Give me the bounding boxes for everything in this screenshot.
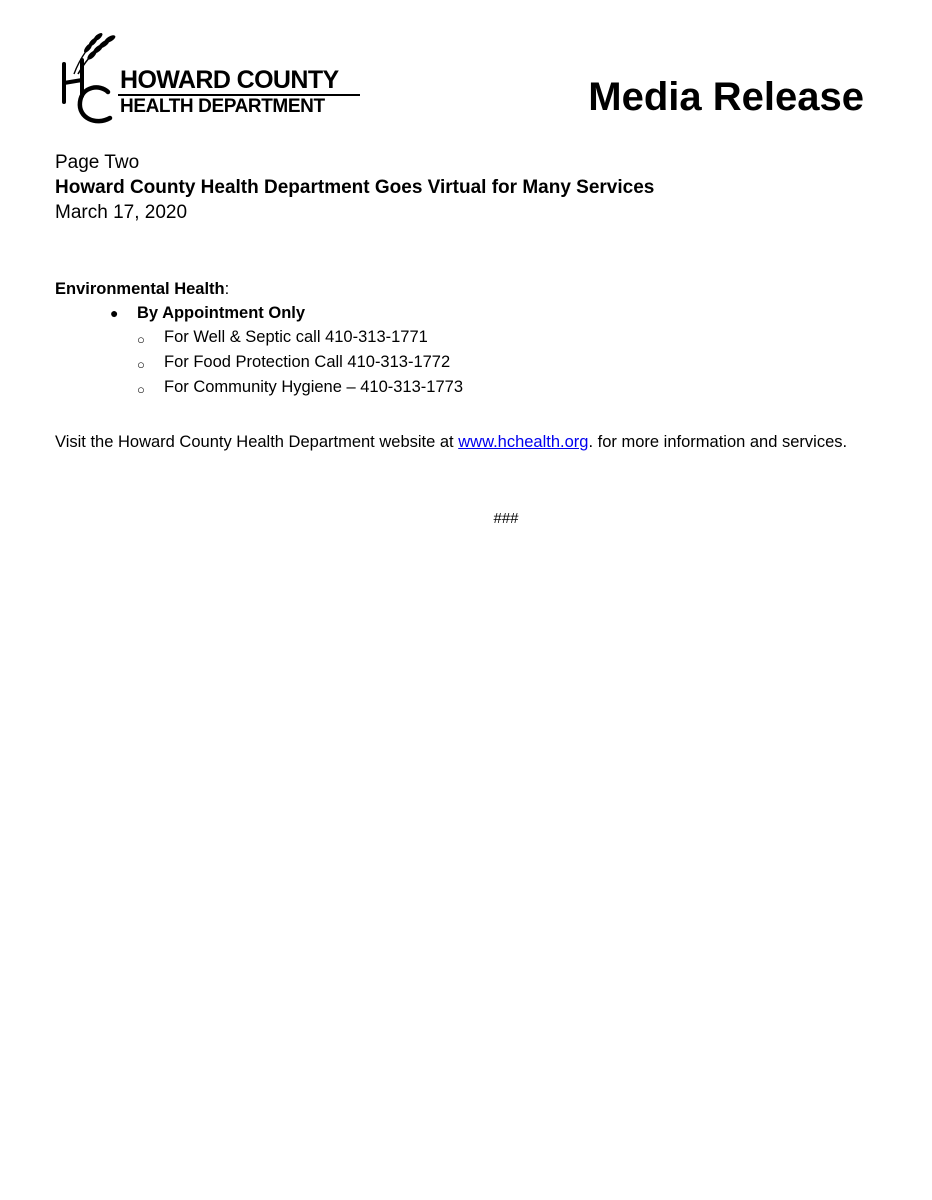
circle-bullet-icon: ○ <box>137 382 145 397</box>
hchd-logo <box>56 30 366 130</box>
bullet-label: By Appointment Only <box>137 304 306 322</box>
hc-monogram-wheat-icon <box>56 30 122 128</box>
circle-bullet-icon: ○ <box>137 332 145 347</box>
list-item-text: For Food Protection Call 410-313-1772 <box>164 353 451 371</box>
list-item <box>137 375 875 399</box>
website-link[interactable]: www.hchealth.org <box>458 433 589 451</box>
section-label-colon: : <box>224 280 230 298</box>
page-number: Page Two <box>55 152 140 173</box>
closing-paragraph <box>55 429 875 456</box>
logo-line-county: HOWARD COUNTY <box>120 66 339 94</box>
list-item-text: For Community Hygiene – 410-313-1773 <box>164 378 463 396</box>
media-release-heading: Media Release <box>588 75 864 119</box>
release-title: Howard County Health Department Goes Virtual for Many Services <box>55 177 655 198</box>
list-item <box>137 350 875 374</box>
contact-list <box>55 325 875 399</box>
list-item-text: For Well & Septic call 410-313-1771 <box>164 328 428 346</box>
section-label: Environmental Health <box>55 280 225 298</box>
bullet-by-appointment <box>110 302 875 324</box>
list-item <box>137 325 875 349</box>
release-date: March 17, 2020 <box>55 202 188 223</box>
release-header <box>55 150 654 225</box>
circle-bullet-icon: ○ <box>137 357 145 372</box>
logo-line-department: HEALTH DEPARTMENT <box>120 96 325 117</box>
closing-text-before: Visit the Howard County Health Department website at <box>55 433 459 451</box>
section-environmental-health <box>55 278 875 300</box>
bullet-dot-icon: ● <box>110 305 119 321</box>
closing-text-after: . for more information and services. <box>588 433 848 451</box>
release-body <box>55 278 875 456</box>
end-mark: ### <box>493 510 519 527</box>
